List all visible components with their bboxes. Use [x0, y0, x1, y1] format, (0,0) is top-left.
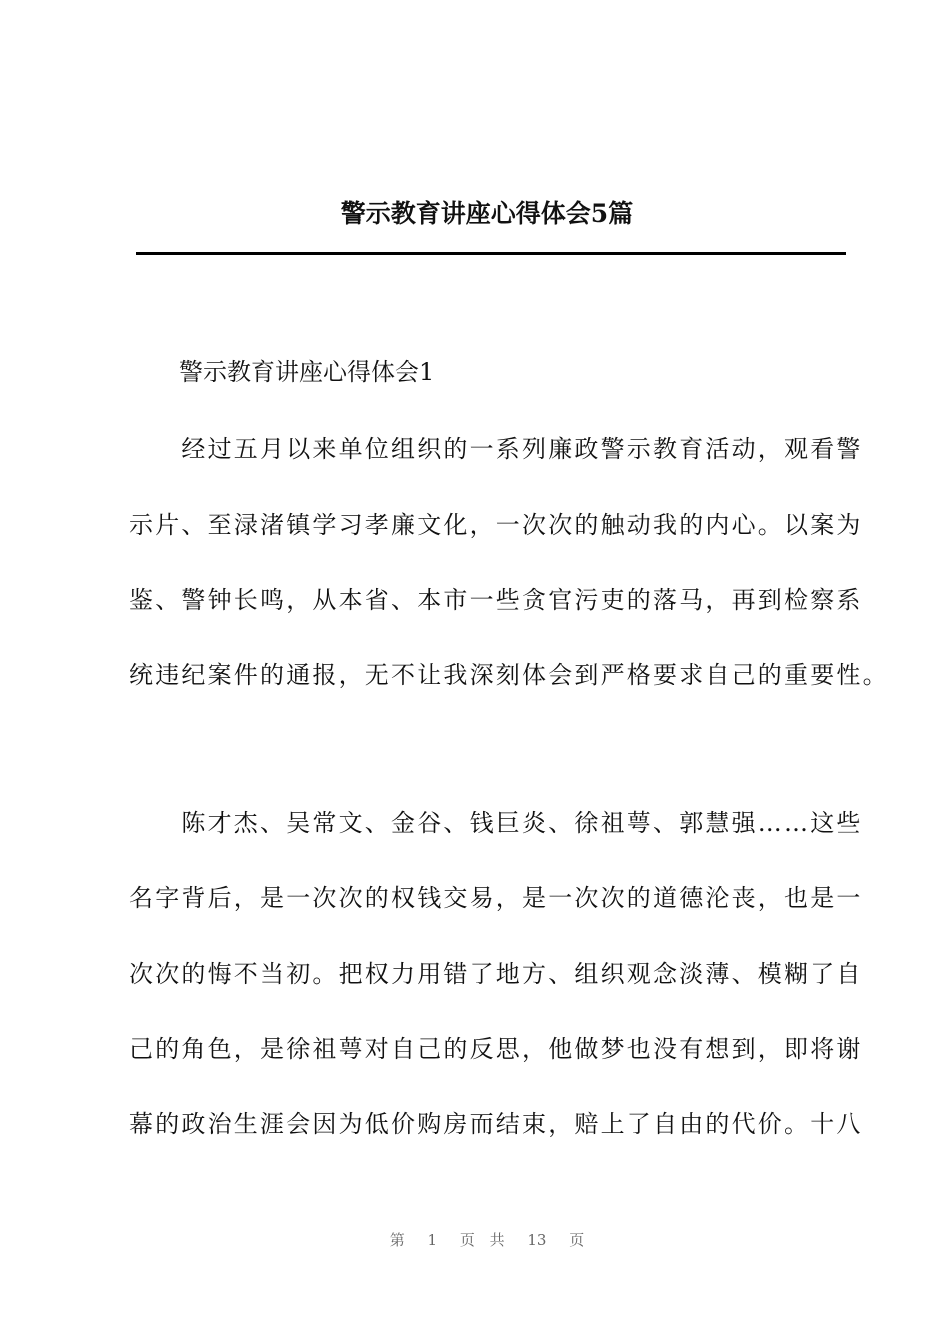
section-heading: 警示教育讲座心得体会1 [179, 358, 435, 386]
paragraph-2-line-1: 陈才杰、吴常文、金谷、钱巨炎、徐祖萼、郭慧强……这些 [129, 809, 863, 837]
paragraph-1-line-4: 统违纪案件的通报，无不让我深刻体会到严格要求自己的重要性。 [129, 661, 889, 689]
paragraph-1-line-3: 鉴、警钟长鸣，从本省、本市一些贪官污吏的落马，再到检察系 [129, 586, 863, 614]
footer-total-pages: 13 [527, 1231, 547, 1249]
document-title: 警示教育讲座心得体会5篇 [340, 199, 634, 228]
paragraph-2-line-2: 名字背后，是一次次的权钱交易，是一次次的道德沦丧，也是一 [129, 884, 863, 912]
footer-page-label: 第 [389, 1231, 405, 1249]
page-footer [0, 1229, 950, 1250]
footer-of-label: 页 共 [459, 1231, 505, 1249]
footer-current-page: 1 [427, 1231, 438, 1249]
paragraph-2-line-3: 次次的悔不当初。把权力用错了地方、组织观念淡薄、模糊了自 [129, 960, 863, 988]
footer-end-label: 页 [569, 1231, 585, 1249]
title-underline [136, 252, 846, 255]
paragraph-2-line-4: 己的角色，是徐祖萼对自己的反思，他做梦也没有想到，即将谢 [129, 1035, 863, 1063]
paragraph-1-line-2: 示片、至渌渚镇学习孝廉文化，一次次的触动我的内心。以案为 [129, 511, 863, 539]
paragraph-2-line-5: 幕的政治生涯会因为低价购房而结束，赔上了自由的代价。十八 [129, 1110, 863, 1138]
paragraph-1-line-1: 经过五月以来单位组织的一系列廉政警示教育活动，观看警 [129, 435, 863, 463]
